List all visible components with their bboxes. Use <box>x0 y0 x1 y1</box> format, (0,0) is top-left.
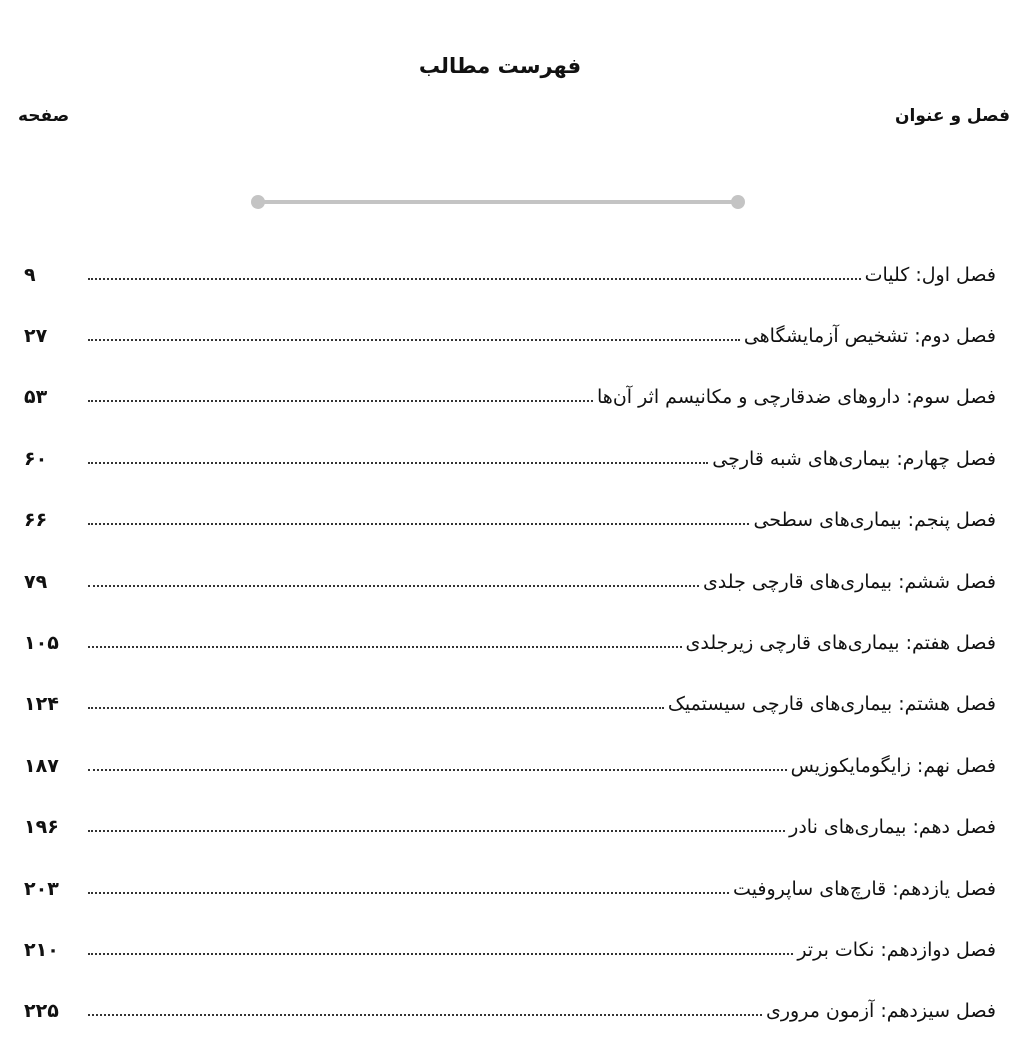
toc-entry-page: ۵۳ <box>24 386 48 409</box>
column-header-chapter: فصل و عنوان <box>894 106 1010 126</box>
toc-entry-page: ۱۸۷ <box>24 754 59 777</box>
toc-entry[interactable] <box>24 428 996 489</box>
toc-entry-title: فصل هشتم: بیماری‌های قارچی سیستمیک <box>667 693 996 716</box>
toc-entry[interactable] <box>24 858 996 919</box>
toc-entry-page: ۶۰ <box>24 447 48 470</box>
toc-entry-title: فصل دهم: بیماری‌های نادر <box>789 816 996 839</box>
divider-dot-right <box>731 195 745 209</box>
dot-leader <box>88 400 593 402</box>
toc-entry-title: فصل یازدهم: قارچ‌های ساپروفیت <box>733 877 996 900</box>
toc-entry-title: فصل سیزدهم: آزمون مروری <box>765 1000 996 1023</box>
toc-entry-page: ۱۰۵ <box>24 632 59 655</box>
toc-entry[interactable] <box>24 367 996 428</box>
column-header-page: صفحه <box>18 106 70 126</box>
toc-entry-title: فصل نهم: زایگومایکوزیس <box>790 754 996 777</box>
dot-leader <box>88 646 682 648</box>
toc-entry-page: ۷۹ <box>24 570 48 593</box>
toc-entry-title: فصل پنجم: بیماری‌های سطحی <box>753 509 996 532</box>
toc-entry-title: فصل چهارم: بیماری‌های شبه قارچی <box>712 447 996 470</box>
dot-leader <box>88 892 729 894</box>
toc-entry-title: فصل هفتم: بیماری‌های قارچی زیرجلدی <box>685 632 996 655</box>
toc-entry-page: ۱۹۶ <box>24 816 59 839</box>
dot-leader <box>88 953 793 955</box>
toc-entry[interactable] <box>24 305 996 366</box>
toc-entry[interactable] <box>24 244 996 305</box>
dot-leader <box>88 769 787 771</box>
toc-entry[interactable] <box>24 735 996 796</box>
toc-entry-title: فصل ششم: بیماری‌های قارچی جلدی <box>702 570 996 593</box>
dot-leader <box>88 278 861 280</box>
page-title: فهرست مطالب <box>418 54 582 78</box>
toc-entry[interactable] <box>24 919 996 980</box>
table-of-contents <box>24 244 996 1042</box>
toc-entry-page: ۲۷ <box>24 325 48 348</box>
dot-leader <box>88 830 785 832</box>
dot-leader <box>88 339 740 341</box>
toc-entry[interactable] <box>24 612 996 673</box>
toc-entry-page: ۶۶ <box>24 509 48 532</box>
toc-entry-page: ۲۰۳ <box>24 877 59 900</box>
toc-entry-title: فصل سوم: داروهای ضدقارچی و مکانیسم اثر آن‌ها <box>597 386 996 409</box>
toc-entry[interactable] <box>24 674 996 735</box>
toc-entry[interactable] <box>24 797 996 858</box>
dot-leader <box>88 462 708 464</box>
dot-leader <box>88 1014 762 1016</box>
toc-entry[interactable] <box>24 490 996 551</box>
toc-entry[interactable] <box>24 551 996 612</box>
toc-entry-page: ۲۲۵ <box>24 1000 59 1023</box>
toc-entry-title: فصل اول: کلیات <box>864 263 996 286</box>
toc-entry-title: فصل دوم: تشخیص آزمایشگاهی <box>743 325 996 348</box>
toc-entry-title: فصل دوازدهم: نکات برتر <box>797 938 996 961</box>
dot-leader <box>88 585 699 587</box>
dot-leader <box>88 707 664 709</box>
divider-dot-left <box>251 195 265 209</box>
dot-leader <box>88 523 749 525</box>
toc-entry-page: ۹ <box>24 263 36 286</box>
toc-entry-page: ۱۲۴ <box>24 693 59 716</box>
toc-entry[interactable] <box>24 981 996 1042</box>
decorative-divider <box>258 200 738 204</box>
toc-entry-page: ۲۱۰ <box>24 938 59 961</box>
